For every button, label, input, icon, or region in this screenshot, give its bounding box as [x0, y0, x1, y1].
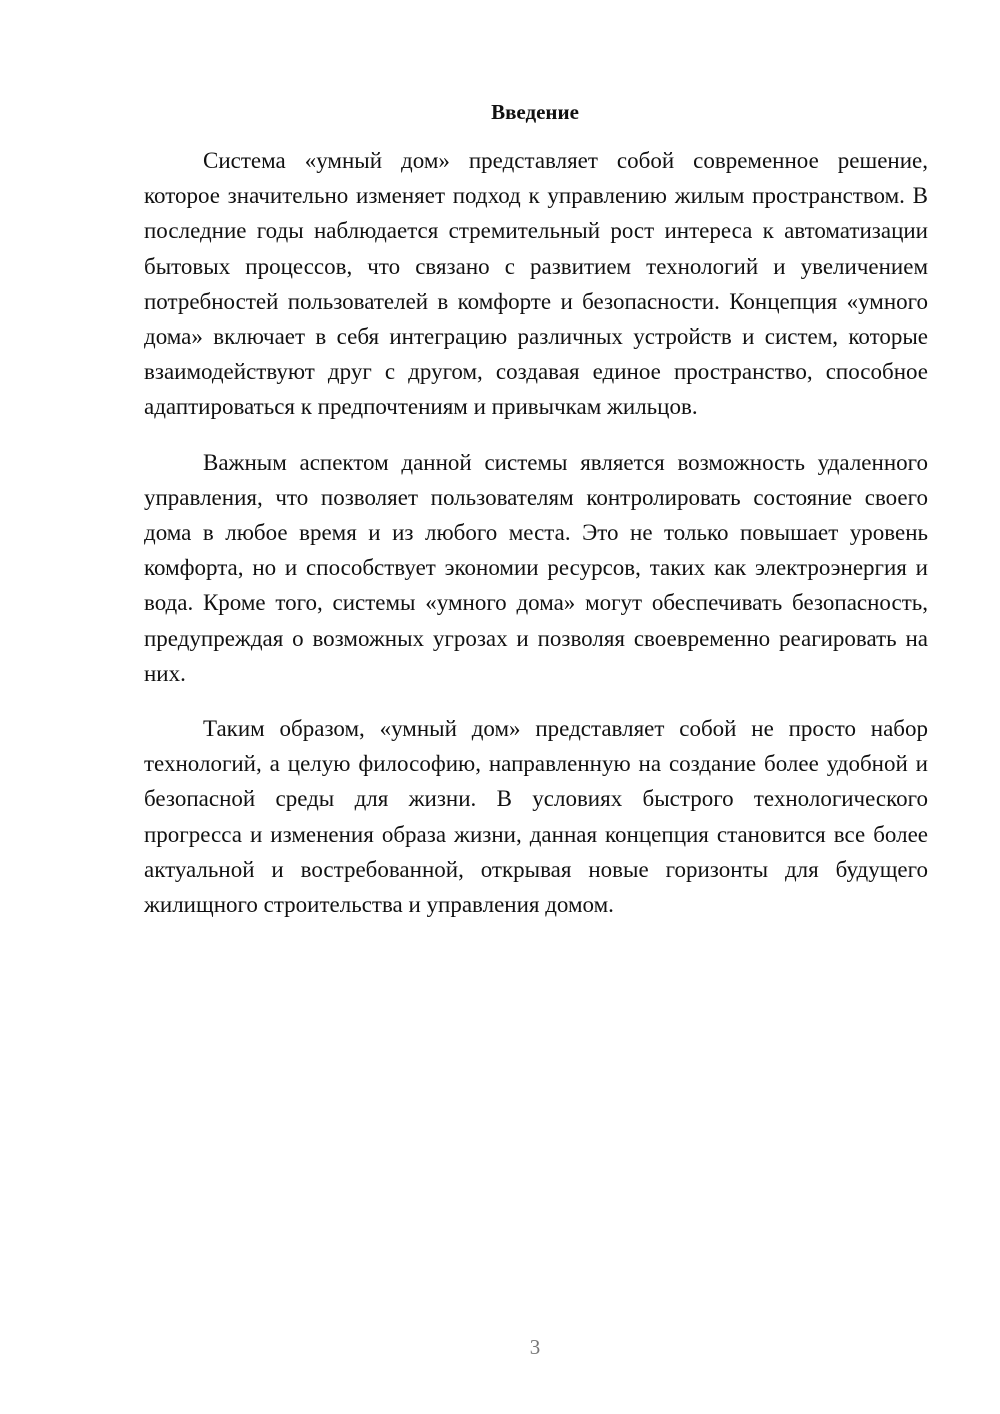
- page-number: 3: [529, 1335, 541, 1359]
- paragraph-1: Система «умный дом» представляет собой современное решение, которое значительно изменяет подход к управлению жилым пространством. В последние годы наблюдается стремительный рост интереса к автоматизации бытовых процессов, что связано с развитием технологий и увеличением потребностей пользователей в комфорте и безопасности. Концепция «умного дома» включает в себя интеграцию различных устройств и систем, которые взаимодействуют друг с другом, создавая единое пространство, способное адаптироваться к предпочтениям и привычкам жильцов.: [144, 148, 928, 420]
- paragraph-3: Таким образом, «умный дом» представляет собой не просто набор технологий, а целую философию, направленную на создание более удобной и безопасной среды для жизни. В условиях быстрого технологического прогресса и изменения образа жизни, данная концепция становится все более актуальной и востребованной, открывая новые горизонты для будущего жилищного строительства и управления домом.: [144, 716, 928, 918]
- section-heading: Введение: [491, 100, 579, 124]
- paragraph-2: Важным аспектом данной системы является возможность удаленного управления, что позволяет пользователям контролировать состояние своего дома в любое время и из любого места. Это не только повышает уровень комфорта, но и способствует экономии ресурсов, таких как электроэнергия и вода. Кроме того, системы «умного дома» могут обеспечивать безопасность, предупреждая о возможных угрозах и позволяя своевременно реагировать на них.: [144, 449, 928, 686]
- body-text: [144, 143, 928, 942]
